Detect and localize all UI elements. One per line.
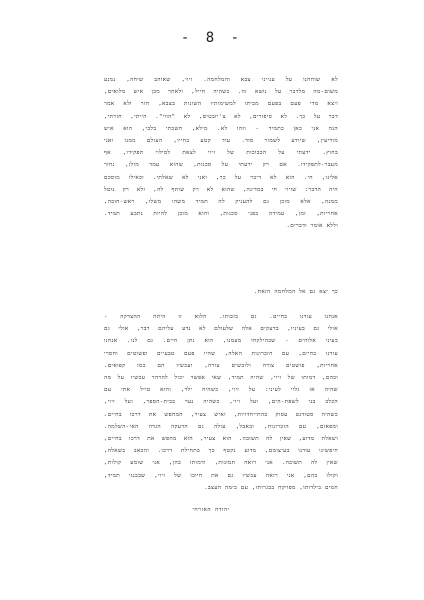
text-line: ממנה, אלא מוכן גם להעניק לה תמיד משהו משלו, ראש-חובה, <box>104 199 338 206</box>
text-line: חיפשינו עודנו בעיצומם, מדוע נקטף כך בתחילת דרכו. והכאב בשאלה, <box>104 448 338 455</box>
paragraph-2 <box>104 286 338 298</box>
paragraph-1 <box>104 74 338 233</box>
text-line: כך יצא גם אל המלחמה הזאת. <box>253 289 338 295</box>
text-line: בחוץ. ידעתי על הכבוכות של זיוי לצאת למילוי תפקידו, אף <box>104 150 338 157</box>
text-line: אחריות, זמן, עמידה בפני סכנות, והוא מוכן להיות נתבע תמיד. <box>104 211 338 218</box>
text-line: חמים בילדותו, מפויקח בבגרותו, עם כימה העצב. <box>204 484 338 491</box>
text-line: אנחנו עודנו בחיים. גם בזכותו. הלוא זו היתה ההצדקה - <box>104 314 338 320</box>
text-line: בעיני אלוהים - שבהילקחו מעמנו, הוא נתן חיים. גם לנו. אנחנו <box>104 338 338 345</box>
text-line: אחריות, פושטים צורה ולובשים צורה, ועכשיו הם כמו קפואים. <box>104 362 338 369</box>
text-line: אלינו, חי. הוא לא דיבר על כך, ואני לא שאלתי. וכאילו מוסכם <box>104 174 338 181</box>
text-line: ושאלת מדוע, שאין לה תשובה. הוא צעיר, הוא מחפש את דרכו בחיים, <box>104 436 338 443</box>
text-line: ויצא מדי פעם בפעם מביתו למשימותיו השונות בצבא, חזר ולא אמר <box>104 101 338 108</box>
text-line: עודנו בחיים, עם הזכרונות האלה, שהיו פעם טבעיים ופשוטים וחסרי <box>104 350 338 357</box>
text-line: משום-מה מלדבר על נושא זה. כשהיה חייל, ולאחר מכן איש מלואים, <box>104 89 338 96</box>
text-line: אולי גם בעיניו, בדעקים אלה שלעולם לא נדע עליהם דבר, אולי גם <box>104 326 338 333</box>
text-line: הנה אני כאן כתמיד - וזהו לא. מילא, חשבתי בלבי, הוא איש <box>104 125 338 132</box>
text-line: ובהם, דמותו של זיוי, שהיה תמיד, שאי אפשר יכול להרהר עכשיו על מה <box>104 375 338 382</box>
text-line: ומפאום, עם הזכרונות, ובאבל, עולה גם הדעקה הגדה האי-השלמה. <box>104 423 338 430</box>
signature-name: יהודה האזרחי <box>192 507 230 513</box>
text-line: מודיעין, שיודע לשמור סוד. עוד קטע בחייו, העולם ממנו ואני <box>104 138 338 145</box>
text-line: לא שוחחנו על ענייני צבא והמלחמה. זיוי, שאוהב שיחה, נמנע <box>104 77 338 83</box>
text-line: היה הדבר: שזיוי חי במדינה, שהוא לא רק שותף לה, ולא רק נוטל <box>104 186 338 193</box>
page-number: - 8 - <box>180 30 244 46</box>
text-line: שהיה אז גלוי לעיני: על זיוי, כשהיה ילד, והוא טייל אתי עם <box>104 387 338 394</box>
text-line: הכלב בני לשפת-הים, ועל זיוי, כשהיה נער בבית-הספר, ועל זיוי, <box>104 399 338 406</box>
paragraph-3 <box>104 311 338 494</box>
text-line: וללא אומר ודברים. <box>286 223 338 230</box>
text-line: דבר על כך. לא סיפורים, לא צ'יזבטים, לא "הווי". הייתי, חזרתי, <box>104 113 338 120</box>
text-line: מעבר-לתפקידו. אם רק ידעתי על סכנות, שהוא עמד מולן, נחזר <box>104 162 338 169</box>
text-line: וקולו בהם, אני רואה עכשיו גם את חיוכו של זיוי, שבבנגי תמיד, <box>104 472 338 479</box>
text-line: שאין לה תשובה. אני רואה תמונות, ודמותו בהן, אני שומע קולות, <box>104 460 338 467</box>
text-line: כשהיה סטודנט עסוק בהתייחדויות, ואיש צעיר, המחפש את דרכו בחיים. <box>104 411 338 418</box>
